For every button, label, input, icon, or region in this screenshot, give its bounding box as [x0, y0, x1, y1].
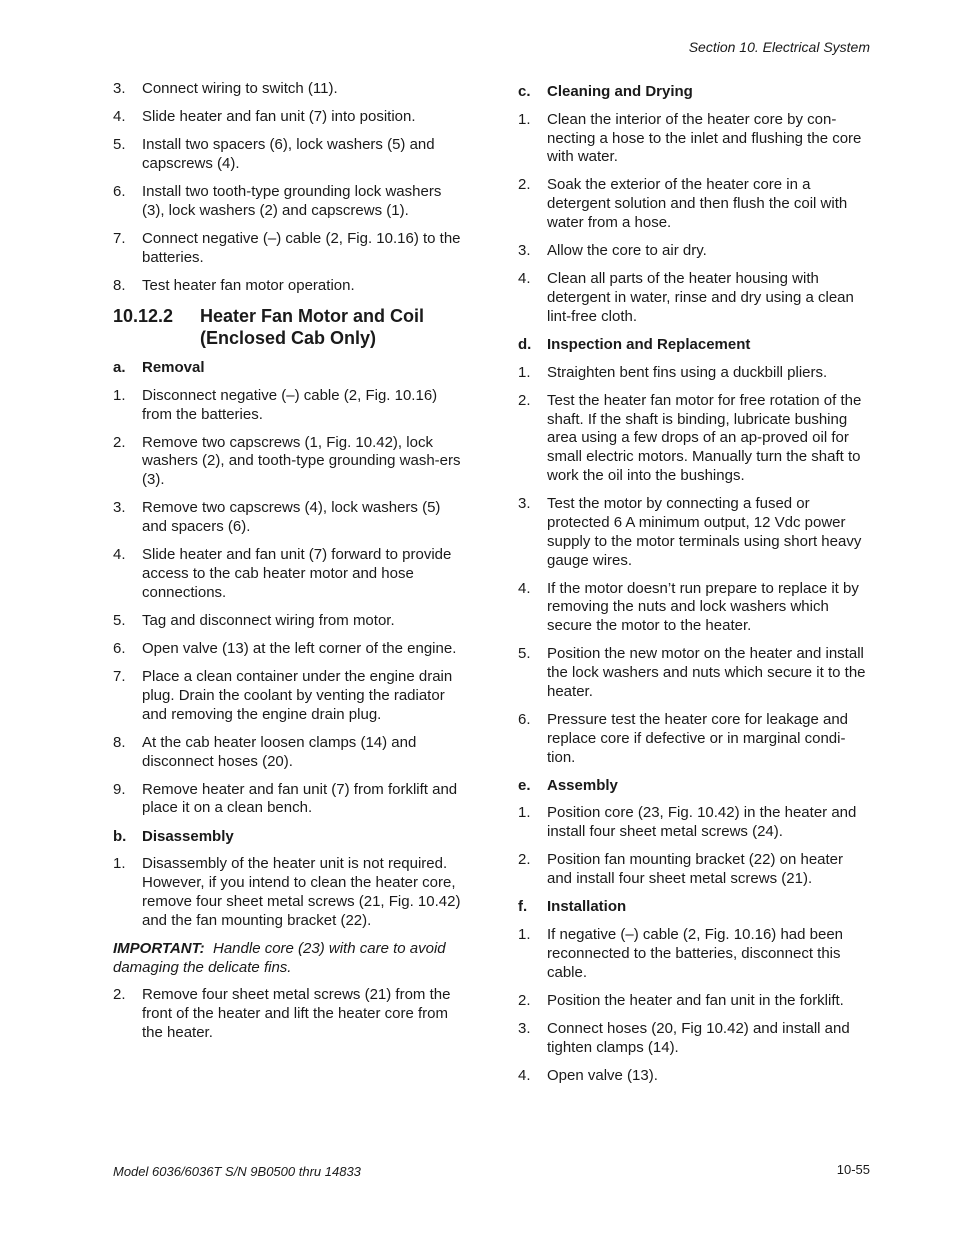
list-item [113, 855, 465, 930]
subsection-heading-disassembly [113, 828, 465, 847]
subsection-heading-cleaning [518, 83, 870, 102]
item-number: 6. [113, 640, 126, 657]
list-item [518, 804, 870, 842]
list-item [113, 781, 465, 819]
subsection-title: Cleaning and Drying [547, 83, 693, 100]
inspection-steps [518, 364, 870, 768]
list-item [518, 1067, 870, 1086]
section-heading [113, 305, 465, 349]
item-number: 8. [113, 276, 126, 294]
item-text: Open valve (13) at the left corner of the engine. [142, 640, 457, 657]
list-item [113, 434, 465, 490]
item-text: Clean the interior of the heater core by con-necting a hose to the inlet and flushing the core with water. [547, 110, 862, 166]
item-text: Pressure test the heater core for leakage and replace core if defective or in marginal condi-tion. [547, 710, 849, 766]
item-text: Connect negative (–) cable (2, Fig. 10.16) to the batteries. [142, 229, 461, 266]
item-text: Position the new motor on the heater and install the lock washers and nuts which secure it to the heater. [547, 645, 866, 700]
item-number: 1. [518, 110, 531, 128]
item-text: Soak the exterior of the heater core in a detergent solution and then flush the coil with water from a hose. [547, 176, 848, 232]
list-item [518, 992, 870, 1011]
item-number: 2. [518, 851, 531, 869]
important-label: IMPORTANT: [113, 939, 205, 957]
list-item [113, 183, 465, 221]
item-text: Remove two capscrews (4), lock washers (5) and spacers (6). [142, 499, 441, 536]
list-item [113, 230, 465, 268]
item-number: 1. [518, 804, 531, 822]
list-item [518, 1020, 870, 1058]
list-item [113, 108, 465, 127]
item-text: Straighten bent fins using a duckbill pliers. [547, 363, 828, 381]
removal-steps [113, 387, 465, 819]
step-list [113, 80, 465, 296]
subsection-letter: f. [518, 898, 528, 916]
item-text: Install two tooth-type grounding lock washers (3), lock washers (2) and capscrews (1). [142, 183, 442, 219]
subsection-title: Assembly [547, 776, 618, 794]
item-number: 7. [113, 229, 126, 247]
item-number: 8. [113, 733, 126, 751]
item-number: 2. [518, 176, 531, 194]
list-item [518, 495, 870, 570]
item-number: 5. [113, 136, 126, 154]
item-number: 1. [518, 363, 531, 381]
list-item [518, 926, 870, 982]
important-text: Handle core (23) with care to avoid damaging the delicate fins. [113, 939, 446, 976]
list-item [113, 734, 465, 772]
list-item [113, 387, 465, 425]
item-text: Test the heater fan motor for free rotation of the shaft. If the shaft is binding, lubricate bushing area using a few drops of an ap-proved oil for small electric motors. Manually turn the shaft to work the oil into the bushings. [547, 391, 862, 485]
important-note [113, 940, 465, 978]
list-item [113, 499, 465, 537]
item-text: Test the motor by connecting a fused or protected 6 A minimum output, 12 Vdc power supply to the motor terminals using short heavy gauge wires. [547, 495, 862, 569]
item-text: Disassembly of the heater unit is not required. However, if you intend to clean the heater core, remove four sheet metal screws (21, Fig. 10.42) and the fan mounting bracket (22). [142, 855, 461, 929]
item-text: Install two spacers (6), lock washers (5) and capscrews (4). [142, 136, 435, 172]
item-number: 7. [113, 668, 126, 686]
subsection-title: Disassembly [142, 827, 234, 845]
item-number: 4. [518, 1066, 531, 1084]
list-item [518, 711, 870, 767]
item-text: Remove heater and fan unit (7) from forklift and place it on a clean bench. [142, 780, 458, 817]
item-text: Place a clean container under the engine drain plug. Drain the coolant by venting the radiator and removing the engine drain plug. [142, 668, 453, 723]
item-number: 2. [113, 433, 126, 451]
item-number: 1. [518, 926, 531, 944]
subsection-letter: a. [113, 358, 126, 376]
item-text: Connect wiring to switch (11). [142, 80, 338, 97]
cleaning-steps [518, 111, 870, 327]
list-item [113, 136, 465, 174]
item-number: 4. [113, 546, 126, 564]
item-text: Position the heater and fan unit in the forklift. [547, 991, 844, 1009]
item-number: 4. [113, 108, 126, 126]
list-item [518, 176, 870, 232]
section-number: 10.12.2 [113, 305, 174, 326]
item-number: 3. [518, 242, 531, 260]
item-text: Slide heater and fan unit (7) into position. [142, 108, 416, 126]
list-item [113, 668, 465, 724]
item-text: If negative (–) cable (2, Fig. 10.16) had been reconnected to the batteries, disconnect this cable. [547, 926, 844, 981]
subsection-title: Installation [547, 898, 627, 916]
list-item [113, 986, 465, 1042]
item-text: If the motor doesn’t run prepare to replace it by removing the nuts and lock washers which secure the motor to the heater. [547, 579, 859, 635]
item-text: Connect hoses (20, Fig 10.42) and install and tighten clamps (14). [547, 1019, 850, 1056]
list-item [518, 111, 870, 167]
subsection-letter: e. [518, 776, 531, 794]
subsection-letter: c. [518, 83, 531, 100]
item-number: 5. [518, 645, 531, 663]
item-text: Open valve (13). [547, 1066, 658, 1084]
item-text: Position fan mounting bracket (22) on heater and install four sheet metal screws (21). [547, 851, 844, 888]
list-item [518, 580, 870, 636]
item-text: Clean all parts of the heater housing with detergent in water, rinse and dry using a clean lint-free cloth. [547, 270, 854, 325]
installation-steps [518, 926, 870, 1085]
item-number: 3. [113, 499, 126, 517]
left-column [113, 80, 465, 1052]
item-number: 2. [518, 991, 531, 1009]
item-number: 1. [113, 386, 126, 404]
item-text: Disconnect negative (–) cable (2, Fig. 10.16) from the batteries. [142, 386, 438, 423]
item-text: Slide heater and fan unit (7) forward to provide access to the cab heater motor and hose connections. [142, 546, 452, 601]
subsection-title: Removal [142, 358, 205, 376]
list-item [113, 80, 465, 99]
item-text: Test heater fan motor operation. [142, 276, 355, 294]
item-text: Remove four sheet metal screws (21) from the front of the heater and lift the heater core from the heater. [142, 986, 451, 1042]
list-item [113, 277, 465, 296]
running-header: Section 10. Electrical System [688, 39, 870, 55]
subsection-letter: d. [518, 335, 532, 353]
list-item [518, 392, 870, 486]
list-item [113, 546, 465, 602]
item-text: At the cab heater loosen clamps (14) and disconnect hoses (20). [142, 733, 417, 770]
item-number: 2. [113, 986, 126, 1004]
item-text: Remove two capscrews (1, Fig. 10.42), lock washers (2), and tooth-type grounding wash-ers (3). [142, 433, 461, 489]
subsection-heading-installation [518, 898, 870, 917]
subsection-heading-inspection [518, 336, 870, 355]
item-number: 5. [113, 611, 126, 629]
item-number: 3. [518, 495, 531, 513]
item-text: Position core (23, Fig. 10.42) in the heater and install four sheet metal screws (24). [547, 804, 857, 841]
item-number: 1. [113, 855, 126, 873]
list-item [113, 640, 465, 659]
item-number: 4. [518, 270, 531, 288]
page-number: 10-55 [836, 1162, 870, 1177]
right-column [518, 80, 870, 1095]
subsection-title: Inspection and Replacement [547, 335, 751, 353]
item-number: 3. [113, 80, 126, 97]
assembly-steps [518, 804, 870, 888]
list-item [518, 364, 870, 383]
item-number: 6. [518, 710, 531, 728]
list-item [518, 851, 870, 889]
subsection-letter: b. [113, 827, 127, 845]
section-title: Heater Fan Motor and Coil (Enclosed Cab Only) [200, 305, 425, 348]
item-number: 9. [113, 780, 126, 798]
subsection-heading-assembly [518, 777, 870, 796]
item-text: Tag and disconnect wiring from motor. [142, 611, 395, 629]
list-item [518, 242, 870, 261]
item-number: 3. [518, 1019, 531, 1037]
footer-model: Model 6036/6036T S/N 9B0500 thru 14833 [113, 1164, 361, 1179]
item-number: 2. [518, 391, 531, 409]
item-number: 4. [518, 579, 531, 597]
item-number: 6. [113, 183, 126, 201]
item-text: Allow the core to air dry. [547, 242, 707, 260]
list-item [113, 612, 465, 631]
subsection-heading-removal [113, 359, 465, 378]
list-item [518, 645, 870, 701]
list-item [518, 270, 870, 326]
